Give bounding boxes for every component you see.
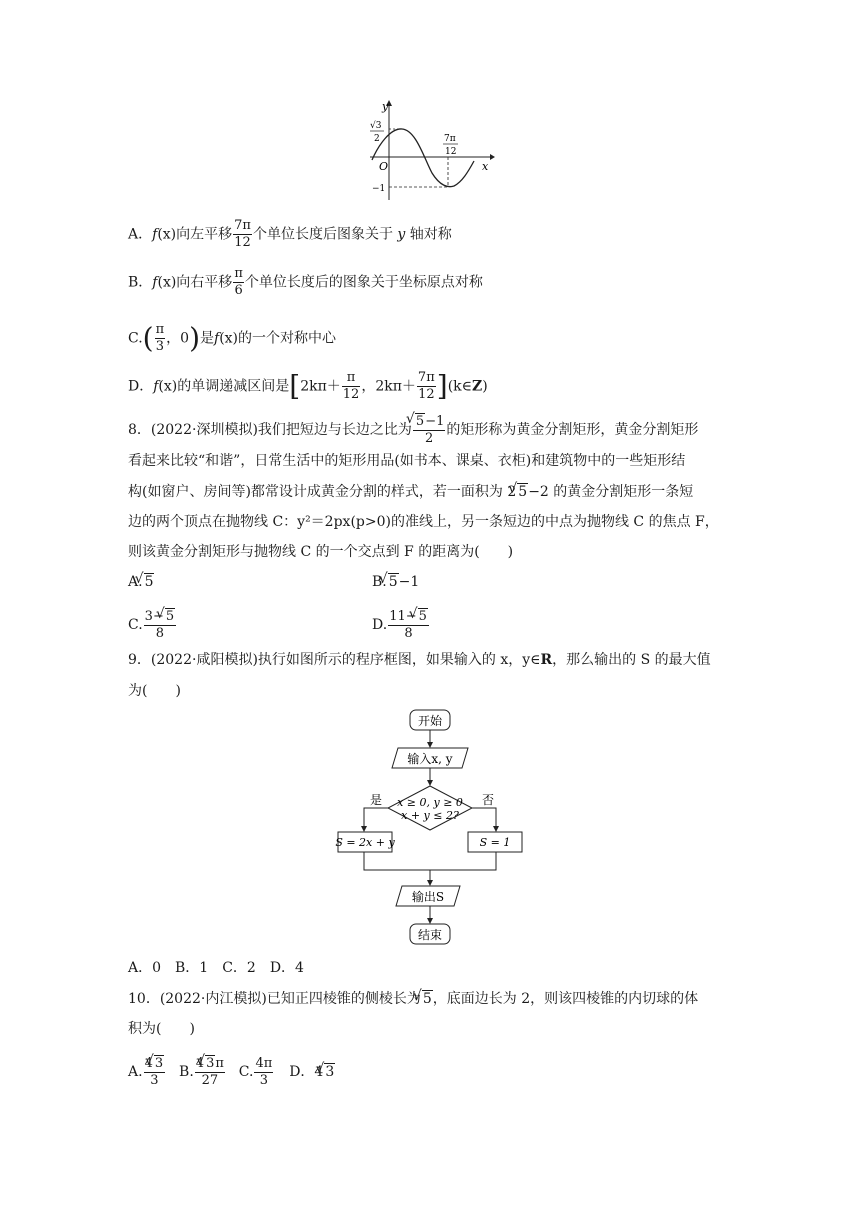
q8-option-c: C. $\frac{3-√ 5}{8}$ <box>128 608 177 642</box>
flowchart-merge-right <box>430 852 496 870</box>
q10-options: A. $\frac{4√ 3}{3}$ B. $\frac{4√ 3\pi}{27}$ C. $\frac{4\pi}{3}$ D．4√ 3 <box>128 1055 335 1089</box>
y-min-label: −1 <box>372 184 386 194</box>
fraction: $\frac{7\pi}{12}$ <box>234 218 251 250</box>
left-bracket: [ <box>289 369 301 403</box>
q8-line-5: 则该黄金分割矩形与抛物线 C 的一个交点到 F 的距离为( ) <box>128 544 514 560</box>
flowchart-right-process-label: S = 1 <box>479 836 511 849</box>
q8-line-4: 边的两个顶点在抛物线 C：y²＝2px(p>0)的准线上，另一条短边的中点为抛物线 C 的焦点 F， <box>128 514 719 530</box>
flowchart-end-label: 结束 <box>417 928 443 942</box>
fraction: √ $\frac{5-1}{2}$ <box>413 413 445 447</box>
fraction: $\frac{4√ 3}{3}$ <box>144 1055 166 1089</box>
q8-line-3: 构(如窗户、房间等)都常设计成黄金分割的样式，若一面积为 2√ 5−2 的黄金分割矩形一条短 <box>128 482 693 502</box>
right-paren: ) <box>189 321 201 355</box>
q10-line-1: 10．(2022·内江模拟)已知正四棱锥的侧棱长为√ 5，底面边长为 2，则该四棱锥的内切球的体 <box>128 989 698 1009</box>
fraction: $\frac{4√ 3\pi}{27}$ <box>195 1055 225 1089</box>
q8-option-a: A.√ 5 <box>128 572 154 592</box>
y-top-numerator: √3 <box>370 121 382 131</box>
q8-option-d: D. $\frac{11-√ 5}{8}$ <box>372 608 430 642</box>
q9-line-2: 为( ) <box>128 683 181 699</box>
q7-option-d: D．f(x)的单调递减区间是[2kπ＋ $\frac{\pi}{12}$ ，2kπ＋ $\frac{7\pi}{12}$ ](k∈Z) <box>128 369 488 403</box>
y-axis-label: y <box>382 100 389 113</box>
sine-curve <box>372 129 474 187</box>
left-paren: ( <box>142 321 154 355</box>
q10-line-2: 积为( ) <box>128 1021 195 1037</box>
x-axis-arrow <box>490 154 495 160</box>
flowchart-left-process-label: S = 2x + y <box>335 836 395 849</box>
right-bracket: ] <box>436 369 448 403</box>
flowchart-output-label: 输出S <box>411 890 445 904</box>
q7-option-b: B．f(x)向右平移 $\frac{\pi}{6}$ 个单位长度后的图象关于坐标原点对称 <box>128 266 483 298</box>
q8-line-2: 看起来比较“和谐”，日常生活中的矩形用品(如书本、课桌、衣柜)和建筑物中的一些矩形结 <box>128 453 686 469</box>
flowchart-yes-label: 是 <box>370 793 383 807</box>
fraction: $\frac{\pi}{12}$ <box>342 370 360 402</box>
flowchart-input-label: 输入x, y <box>407 752 453 766</box>
x-label-denominator: 12 <box>445 147 457 157</box>
q7-option-a: A．f(x)向左平移 $\frac{7\pi}{12}$ 个单位长度后图象关于 y 轴对称 <box>128 218 452 250</box>
fraction: $\frac{11-√ 5}{8}$ <box>388 608 429 642</box>
flowchart-yes-line <box>364 808 388 831</box>
flowchart-condition-1: x ≥ 0, y ≥ 0 <box>397 796 463 809</box>
x-axis-label: x <box>482 160 489 173</box>
origin-label: O <box>379 160 389 173</box>
q8-line-1: 8．(2022·深圳模拟)我们把短边与长边之比为 √ $\frac{5-1}{2}$ 的矩形称为黄金分割矩形，黄金分割矩形 <box>128 413 698 447</box>
flowchart-condition-2: x + y ≤ 2? <box>401 809 459 822</box>
fraction: $\frac{3-√ 5}{8}$ <box>144 608 176 642</box>
flowchart-no-line <box>472 808 496 831</box>
x-label-numerator: 7π <box>444 134 456 144</box>
q9-line-1: 9．(2022·咸阳模拟)执行如图所示的程序框图，如果输入的 x，y∈R，那么输出的 S 的最大值 <box>128 652 711 668</box>
flowchart <box>330 704 530 950</box>
fraction: $\frac{4\pi}{3}$ <box>255 1055 273 1088</box>
fraction: $\frac{\pi}{3}$ <box>155 322 165 354</box>
q7-option-c: C.( $\frac{\pi}{3}$ ，0)是f(x)的一个对称中心 <box>128 321 337 355</box>
function-graph <box>362 98 496 202</box>
flowchart-no-label: 否 <box>482 793 495 807</box>
q9-options: A．0 B．1 C．2 D．4 <box>128 960 304 976</box>
flowchart-start-label: 开始 <box>417 714 443 728</box>
flowchart-merge-left <box>364 852 430 870</box>
fraction: $\frac{\pi}{6}$ <box>234 266 243 298</box>
q8-option-b: B.√ 5−1 <box>372 572 419 592</box>
y-top-denominator: 2 <box>374 134 380 144</box>
fraction: $\frac{7\pi}{12}$ <box>417 370 435 402</box>
